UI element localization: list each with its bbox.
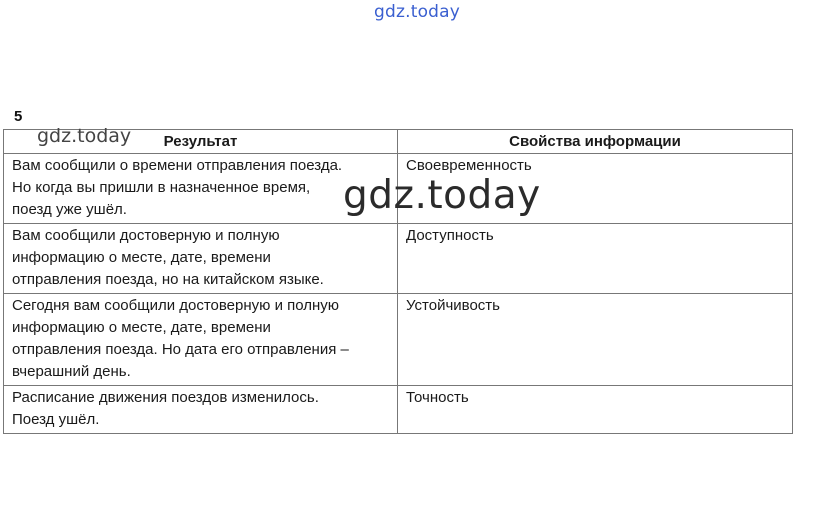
result-cell <box>4 386 398 434</box>
table-row <box>4 386 793 434</box>
watermark-center: gdz.today <box>343 173 541 218</box>
result-line: информацию о месте, дате, времени <box>12 249 271 266</box>
task-number: 5 <box>14 108 23 125</box>
result-line: Расписание движения поездов изменилось. <box>12 389 319 406</box>
result-line: Вам сообщили о времени отправления поезда. <box>12 157 343 174</box>
header-properties: Свойства информации <box>398 130 793 154</box>
result-cell <box>4 224 398 294</box>
result-line: Поезд ушёл. <box>12 411 100 428</box>
watermark-top: gdz.today <box>374 2 461 22</box>
property-cell: Устойчивость <box>398 294 793 386</box>
result-line: отправления поезда. Но дата его отправления – <box>12 341 349 358</box>
result-line: вчерашний день. <box>12 363 131 380</box>
watermark-left: gdz.today <box>37 125 132 147</box>
result-line: Но когда вы пришли в назначенное время, <box>12 179 311 196</box>
result-line: Сегодня вам сообщили достоверную и полную <box>12 297 340 314</box>
table-row <box>4 224 793 294</box>
property-cell: Точность <box>398 386 793 434</box>
result-line: Вам сообщили достоверную и полную <box>12 227 280 244</box>
result-cell <box>4 294 398 386</box>
table-row <box>4 294 793 386</box>
header-result: Результат <box>4 130 398 154</box>
property-cell: Доступность <box>398 224 793 294</box>
result-line: поезд уже ушёл. <box>12 201 127 218</box>
result-line: отправления поезда, но на китайском языке. <box>12 271 324 288</box>
result-cell <box>4 154 398 224</box>
property-cell: Своевременность <box>398 154 793 224</box>
result-line: информацию о месте, дате, времени <box>12 319 271 336</box>
